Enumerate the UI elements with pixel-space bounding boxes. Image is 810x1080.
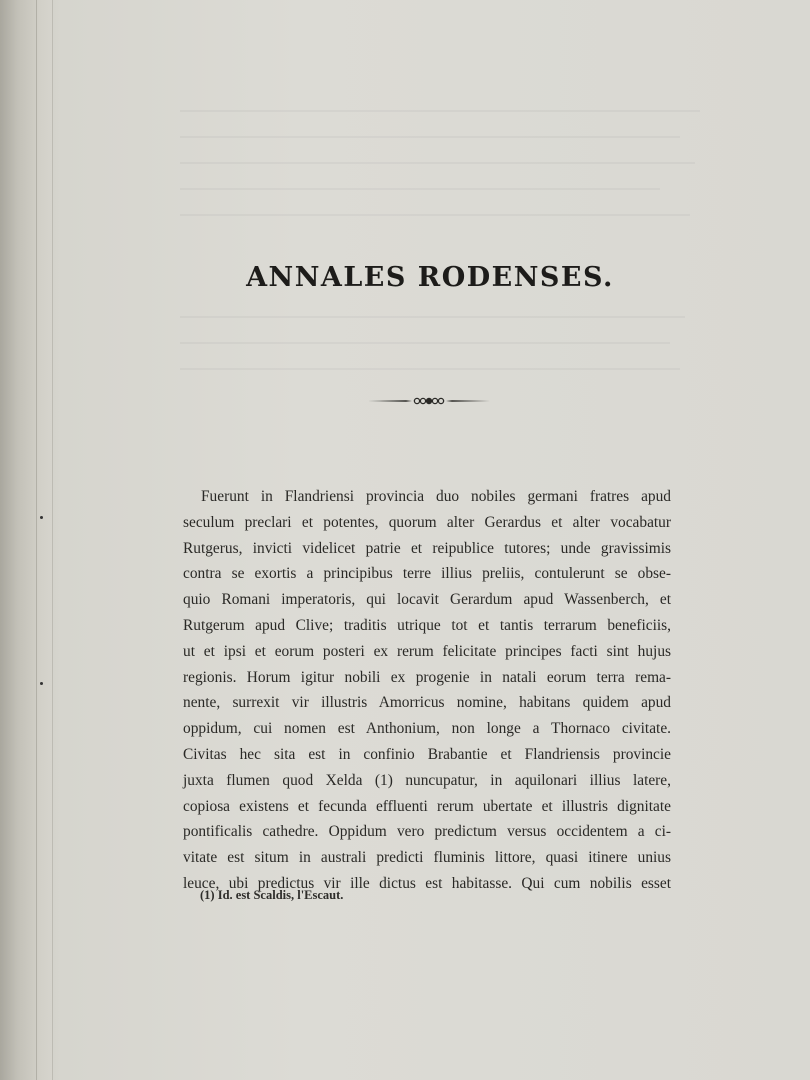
body-line: quio Romani imperatoris, qui locavit Gerardum apud Wassenberch, et	[183, 591, 671, 609]
show-through-line	[180, 214, 690, 216]
body-line: Fuerunt in Flandriensi provincia duo nobiles germani fratres apud	[201, 488, 671, 505]
body-text	[183, 484, 671, 897]
body-line: juxta flumen quod Xelda (1) nuncupatur, in aquilonari illius latere,	[183, 771, 671, 789]
footnote: (1) Id. est Scaldis, l'Escaut.	[200, 888, 344, 902]
show-through-line	[180, 316, 685, 318]
body-line: oppidum, cui nomen est Anthonium, non longe a Thornaco civitate.	[183, 720, 671, 738]
body-line: Rutgerum apud Clive; traditis utrique tot et tantis terrarum beneficiis,	[183, 616, 671, 634]
gutter-speck	[40, 682, 43, 685]
body-line: Rutgerus, invicti videlicet patrie et reipublice tutores; unde gravissimis	[183, 539, 671, 557]
page-fold-line	[36, 0, 37, 1080]
body-line: copiosa existens et fecunda effluenti rerum ubertate et illustris dignitate	[183, 797, 671, 815]
body-line: leuce, ubi predictus vir ille dictus est habitasse. Qui cum nobilis esset	[183, 874, 671, 892]
previous-page-edge	[0, 0, 53, 1080]
show-through-line	[180, 368, 680, 370]
gutter-speck	[40, 516, 43, 519]
body-line: contra se exortis a principibus terre illius preliis, contulerunt se obse-	[183, 565, 671, 583]
body-line: seculum preclari et potentes, quorum alter Gerardus et alter vocabatur	[183, 513, 671, 531]
body-line: pontificalis cathedre. Oppidum vero predictum versus occidentem a ci-	[183, 823, 671, 841]
body-line: nente, surrexit vir illustris Amorricus nomine, habitans quidem apud	[183, 694, 671, 712]
title-ornament-icon	[368, 394, 490, 408]
body-line: ut et ipsi et eorum posteri ex rerum felicitate principes facti sint hujus	[183, 642, 671, 660]
show-through-line	[180, 342, 670, 344]
body-line: vitate est situm in australi predicti fluminis littore, quasi itinere unius	[183, 849, 671, 867]
show-through-line	[180, 188, 660, 190]
body-line: Civitas hec sita est in confinio Brabantie et Flandriensis provincie	[183, 745, 671, 763]
show-through-line	[180, 136, 680, 138]
show-through-line	[180, 110, 700, 112]
page-title: ANNALES RODENSES.	[246, 262, 614, 293]
body-line: regionis. Horum igitur nobili ex progenie in natali eorum terra rema-	[183, 668, 671, 686]
show-through-line	[180, 162, 695, 164]
